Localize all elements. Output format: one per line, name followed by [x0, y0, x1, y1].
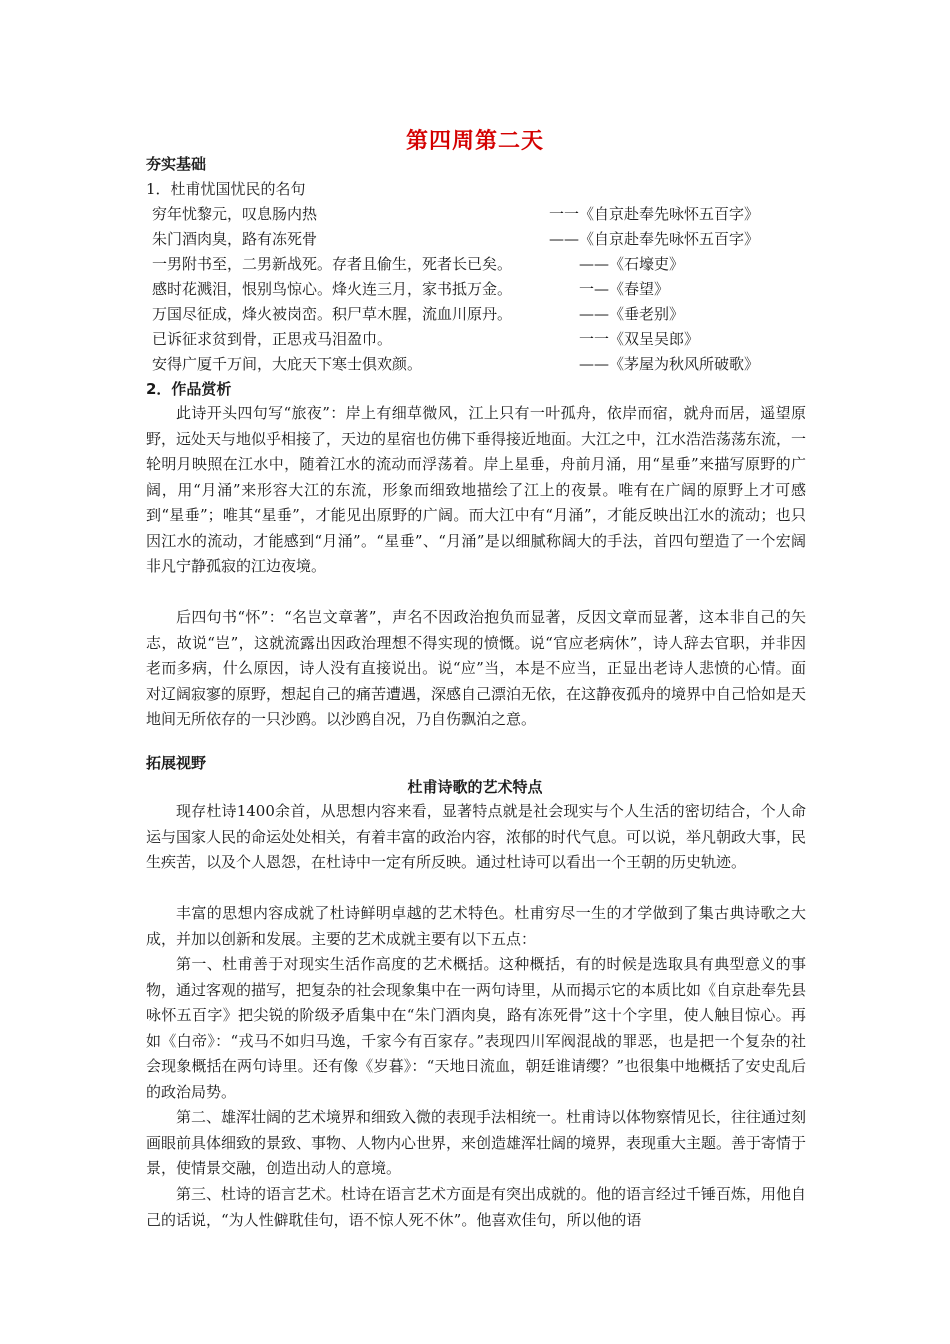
quote-line: 朱门酒肉臭，路有冻死骨	[152, 230, 318, 248]
paragraph: 丰富的思想内容成就了杜诗鲜明卓越的艺术特色。杜甫穷尽一生的才学做到了集古典诗歌之大成，并加以创新和发展。主要的艺术成就主要有以下五点：	[146, 904, 806, 948]
paragraph: 此诗开头四句写“旅夜”：岸上有细草微风，江上只有一叶孤舟，依岸而宿，就舟而居，遥望原野，远处天与地似乎相接了，天边的星宿也仿佛下垂得接近地面。大江之中，江水浩浩荡荡东流，一轮明月映照在江水中，随着江水的流动而浮荡着。岸上星垂，舟前月涌，用“星垂”来描写原野的广阔，用“月涌”来形容大江的东流，形象而细致地描绘了江上的夜景。唯有在广阔的原野上才可感到“星垂”；唯其“星垂”，才能见出原野的广阔。而大江中有“月涌”，才能反映出江水的流动；也只因江水的流动，才能感到“月涌”。“星垂”、“月涌”是以细腻称阔大的手法，首四句塑造了一个宏阔非凡宁静孤寂的江边夜境。	[146, 404, 807, 575]
quote-line: 穷年忧黎元，叹息肠内热	[152, 205, 318, 223]
quote-line: 感时花溅泪，恨别鸟惊心。烽火连三月，家书抵万金。	[152, 280, 513, 298]
paragraph: 第三、杜诗的语言艺术。杜诗在语言艺术方面是有突出成就的。他的语言经过千锤百炼，用他自己的话说，“为人性僻耽佳句，语不惊人死不休”。他喜欢佳句，所以他的语	[146, 1185, 807, 1229]
section-heading-foundation: 夯实基础	[146, 155, 207, 173]
quote-source: ——《垂老别》	[579, 305, 685, 323]
quote-source: ——《自京赴奉先咏怀五百字》	[549, 230, 760, 248]
quote-line: 安得广厦千万间，大庇天下寒士俱欢颜。	[152, 355, 423, 373]
item1-heading: 1．杜甫忧国忧民的名句	[146, 180, 306, 198]
quote-source: ——《石壕吏》	[579, 255, 685, 273]
page-title: 第四周第二天	[405, 128, 544, 154]
paragraph: 现存杜诗1400余首，从思想内容来看，显著特点就是社会现实与个人生活的密切结合，个人命运与国家人民的命运处处相关，有着丰富的政治内容，浓郁的时代气息。可以说，举凡朝政大事，民生疾苦，以及个人恩怨，在杜诗中一定有所反映。通过杜诗可以看出一个王朝的历史轨迹。	[146, 802, 807, 871]
quote-line: 万国尽征成，烽火被岗峦。积尸草木腥，流血川原丹。	[152, 305, 513, 323]
quote-source: 一一《自京赴奉先咏怀五百字》	[549, 205, 760, 223]
quote-source: ——《茅屋为秋风所破歌》	[579, 355, 760, 373]
section-heading-extension: 拓展视野	[146, 754, 207, 772]
quote-line: 已诉征求贫到骨，正思戎马泪盈巾。	[152, 330, 393, 348]
item2-heading: 2．作品赏析	[146, 380, 232, 398]
quote-source: 一一《双呈吴郎》	[579, 330, 700, 348]
paragraph: 第二、雄浑壮阔的艺术境界和细致入微的表现手法相统一。杜甫诗以体物察情见长，往往通过刻画眼前具体细致的景致、事物、人物内心世界，来创造雄浑壮阔的境界，表现重大主题。善于寄情于景，使情景交融，创造出动人的意境。	[146, 1108, 807, 1177]
paragraph: 后四句书“怀”：“名岂文章著”，声名不因政治抱负而显著，反因文章而显著，这本非自己的矢志，故说“岂”，这就流露出因政治理想不得实现的愤慨。说“官应老病休”，诗人辞去官职，并非因老而多病，什么原因，诗人没有直接说出。说“应”当，本是不应当，正显出老诗人悲愤的心情。面对辽阔寂寥的原野，想起自己的痛苦遭遇，深感自己漂泊无依，在这静夜孤舟的境界中自己恰如是天地间无所依存的一只沙鸥。以沙鸥自况，乃自伤飘泊之意。	[146, 608, 807, 728]
quote-line: 一男附书至，二男新战死。存者且偷生，死者长已矣。	[152, 255, 513, 273]
quote-source: 一—《春望》	[579, 280, 670, 298]
paragraph: 第一、杜甫善于对现实生活作高度的艺术概括。这种概括，有的时候是选取具有典型意义的事物，通过客观的描写，把复杂的社会现象集中在一两句诗里，从而揭示它的本质比如《自京赴奉先县咏怀五百字》把尖锐的阶级矛盾集中在“朱门酒肉臭，路有冻死骨”这十个字里，使人触目惊心。再如《白帝》：“戎马不如归马逸，千家今有百家存。”表现四川军阀混战的罪恶，也是把一个复杂的社会现象概括在两句诗里。还有像《岁暮》：“天地日流血，朝廷谁请缨？”也很集中地概括了安史乱后的政治局势。	[146, 955, 807, 1101]
article-subtitle: 杜甫诗歌的艺术特点	[407, 778, 543, 796]
